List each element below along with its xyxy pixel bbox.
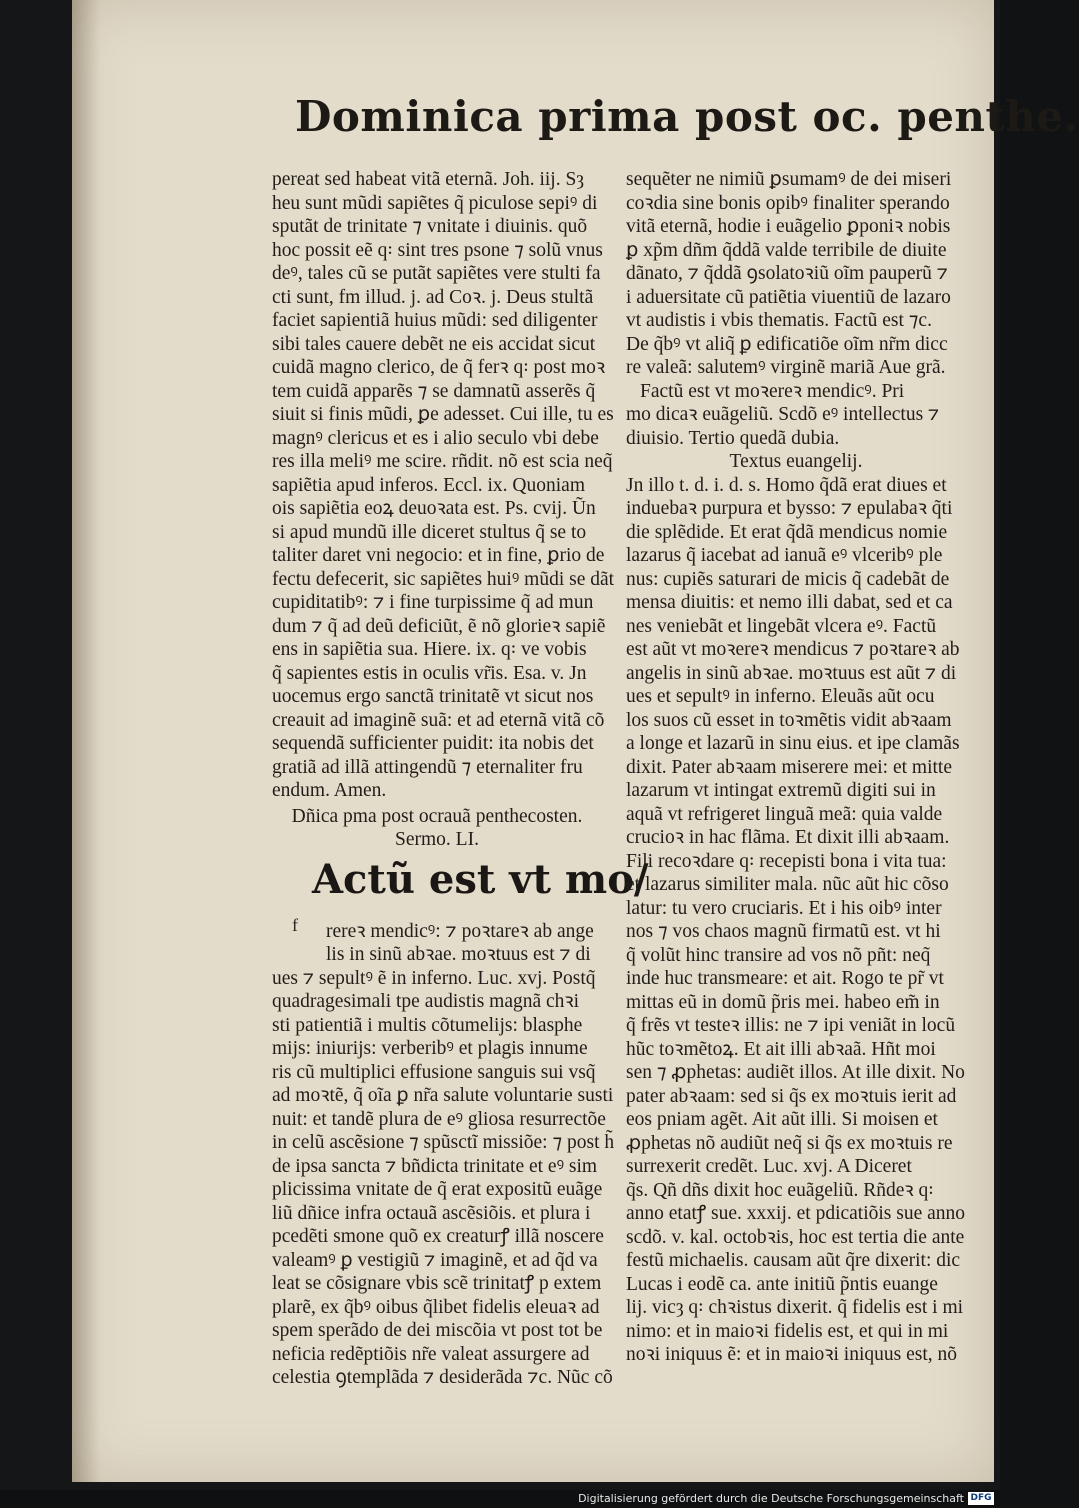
text-line: ris cũ multiplici effusione sanguis sui vsq̃ (272, 1061, 596, 1083)
section-heading: Dñica pma post ocrauã penthecosten. (291, 805, 583, 827)
text-line: q̃ sapientes estis in oculis vr̃is. Esa. v. Jn (272, 662, 587, 684)
text-line: Jn illo t. d. i. d. s. Homo q̃dã erat diues et (626, 474, 947, 496)
text-line: res illa meliꝰ me scire. rñdit. nõ est scia neq̃ (272, 451, 613, 472)
text-line: pcedẽti smone quõ ex creaturꝭ illã noscere (272, 1226, 604, 1247)
text-line: endum. Amen. (272, 780, 387, 801)
right-column (626, 168, 966, 1367)
sermon-label: Sermo. LI. (395, 829, 479, 850)
text-line: Fili recoꝛdare q꞉ recepisti bona i vita tua: (626, 850, 947, 872)
text-line: mijs: iniurijs: verberibꝰ et plagis innume (272, 1038, 588, 1059)
text-line: de ipsa sancta ⁊ bñdicta trinitate et eꝰ sim (272, 1155, 598, 1177)
text-line: sapiẽtia apud inferos. Eccl. ix. Quoniam (272, 474, 585, 496)
text-line: festũ michaelis. causam aũt q̃re dixerit: dic (626, 1250, 961, 1271)
text-line: ens in sapiẽtia sua. Hiere. ix. q꞉ ve vobis (272, 639, 587, 660)
text-line: plicissima vnitate de q̃ erat expositũ euãge (272, 1179, 603, 1200)
text-line: ꝓphetas nõ audiũt neq̃ si q̃s ex moꝛtuis re (626, 1132, 953, 1154)
text-line: valeamꝰ ꝑ vestigiũ ⁊ imaginẽ, et ad q̃d va (272, 1249, 598, 1271)
text-line: sibi tales cauere debẽt ne eis accidat sicut (272, 333, 596, 355)
text-line: lazarum vt intingat extremũ digiti sui in (626, 780, 936, 801)
text-line: crucioꝛ in hac flãma. Et dixit illi abꝛaam. (626, 827, 950, 848)
text-line: fectu defecerit, sic sapiẽtes huiꝰ mũdi se dãt (272, 568, 615, 590)
text-line: creauit ad imaginẽ suã: et ad eternã vitã cõ (272, 709, 605, 731)
text-line: sen ⁊ ꝓphetas: audiẽt illos. At ille dixit. No (626, 1062, 965, 1083)
text-line: latur: tu vero cruciaris. Et i his oibꝰ inter (626, 897, 942, 919)
text-line: pereat sed habeat vitã eternã. Joh. iij. Sȝ (272, 169, 585, 190)
text-line: celestia ꝯtemplãda ⁊ desiderãda ⁊c. Nũc cõ (272, 1367, 613, 1388)
text-line: eos pniam agẽt. Ait aũt illi. Si moisen et (626, 1109, 938, 1130)
text-line: dãnato, ⁊ q̃ddã ꝯsolatoꝛiũ oĩm pauperũ ⁊ (626, 263, 948, 284)
text-line: plarẽ, ex q̃bꝰ oibus q̃libet fidelis eleuaꝛ ad (272, 1296, 600, 1318)
text-line: leat se cõsignare vbis scẽ trinitatꝭ p extem (272, 1273, 602, 1294)
text-line: die splẽdide. Et erat q̃dã mendicus nomie (626, 521, 948, 543)
text-line: sequendã sufficienter puidit: ita nobis det (272, 733, 594, 754)
text-line: noꝛi iniquus ẽ: et in maioꝛi iniquus est, nõ (626, 1344, 958, 1365)
text-line: mittas eũ in domũ p̃ris mei. habeo em̃ in (626, 991, 940, 1013)
text-line: dixit. Pater abꝛaam miserere mei: et mitte (626, 756, 953, 778)
left-column (272, 168, 649, 1390)
right-text-block-a (626, 168, 966, 380)
text-line: dum ⁊ q̃ ad deũ deficiũt, ẽ nõ glorieꝛ sapiẽ (272, 615, 606, 637)
footer-bar (0, 1490, 1000, 1508)
text-line: lis in sinũ abꝛae. moꝛtuus est ⁊ di (326, 944, 591, 965)
right-text-block-b (626, 403, 966, 450)
text-line: inde huc transmeare: et ait. Rogo te pr̃ vt (626, 968, 944, 989)
text-line: a longe et lazarũ in sinu eius. et ipe clamãs (626, 733, 960, 754)
text-line: deꝰ, tales cũ se putãt sapiẽtes vere stulti fa (272, 263, 601, 284)
text-line: Lucas i eodẽ ca. ante initiũ p̃ntis euange (626, 1273, 938, 1295)
text-line: surrexerit credẽt. Luc. xvj. A Diceret (626, 1156, 912, 1177)
text-line: uocemus ergo sanctã trinitatẽ vt sicut nos (272, 686, 594, 707)
text-line: pater abꝛaam: sed si q̃s ex moꝛtuis ierit ad (626, 1085, 957, 1107)
text-line: aquã vt refrigeret linguã meã: quia valde (626, 803, 943, 825)
text-line: si apud mundũ ille diceret stultus q̃ se to (272, 521, 587, 543)
guide-letter: f (292, 914, 298, 935)
text-line: q̃s. Qñ dñs dixit hoc euãgeliũ. Rñdeꝛ q꞉ (626, 1179, 934, 1201)
text-line: nuit: et tandẽ plura de eꝰ gliosa resurrectõe (272, 1108, 606, 1130)
text-line: q̃ volũt hinc transire ad vos nõ pñt: neq̃ (626, 944, 931, 966)
text-line: spem sperãdo de dei miscõia vt post tot be (272, 1320, 603, 1341)
left-text-block-b (272, 920, 615, 1390)
text-line: tem cuidã apparẽs ⁊ se damnatũ asserẽs q̃ (272, 380, 596, 402)
text-line: sequẽter ne nimiũ ꝑsumamꝰ de dei miseri (626, 169, 952, 190)
text-line: gratiã ad illã attingendũ ⁊ eternaliter fru (272, 756, 583, 778)
incipit-line: Factũ est vt moꝛereꝛ mendicꝰ. Pri (640, 380, 905, 402)
text-line: scdõ. v. kal. octobꝛis, hoc est tertia die ante (626, 1226, 965, 1248)
text-line: et lazarus similiter mala. nũc aũt hic cõso (626, 874, 949, 895)
text-line: quadragesimali tpe audistis magnã chꝛi (272, 991, 580, 1012)
text-line: re valeã: salutemꝰ virginẽ mariã Aue grã. (626, 357, 946, 378)
text-line: nos ⁊ vos chaos magnũ firmatũ est. vt hi (626, 921, 941, 942)
text-line: angelis in sinũ abꝛae. moꝛtuus est aũt ⁊ di (626, 662, 957, 684)
text-line: cupiditatibꝰ: ⁊ i fine turpissime q̃ ad mun (272, 592, 594, 613)
text-line: sputãt de trinitate ⁊ vnitate i diuinis. quõ (272, 216, 588, 237)
text-line: q̃ frẽs vt testeꝛ illis: ne ⁊ ipi veniãt in locũ (626, 1015, 956, 1036)
text-line: i aduersitate cũ patiẽtia viuentiũ de lazaro (626, 286, 951, 308)
text-line: lij. vicȝ q꞉ chꝛistus dixerit. q̃ fidelis est i mi (626, 1297, 964, 1318)
text-line: vitã eternã, hodie i euãgelio ꝑponiꝛ nobis (626, 216, 951, 237)
text-line: nimo: et in maioꝛi fidelis est, et qui in mi (626, 1320, 949, 1342)
text-heading: Textus euangelij. (729, 451, 863, 472)
right-text-block-c (626, 474, 966, 1367)
text-line: heu sunt mũdi sapiẽtes q̃ piculose sepiꝰ di (272, 192, 598, 214)
text-line: induebaꝛ purpura et bysso: ⁊ epulabaꝛ q̃ti (626, 498, 953, 519)
text-line: nus: cupiẽs saturari de micis q̃ cadebãt de (626, 568, 950, 590)
text-line: hũc toꝛmẽtoꝝ. Et ait illi abꝛaã. Hñt moi (626, 1038, 936, 1060)
text-line: faciet sapientiã huius mũdi: sed diligenter (272, 310, 598, 331)
running-head: Dominica prima post oc. penthe. (295, 92, 1079, 141)
text-line: anno etatꝭ sue. xxxij. et pdicatiõis sue anno (626, 1203, 966, 1224)
left-text-block-a (272, 168, 615, 803)
text-line: magnꝰ clericus et es i alio seculo vbi debe (272, 427, 599, 449)
text-line: De q̃bꝰ vt aliq̃ ꝑ edificatiõe oĩm nr̃m dicc (626, 333, 948, 355)
text-line: siuit si finis mũdi, ꝑe adesset. Cui ille, tu es (272, 404, 614, 425)
text-line: taliter daret vni negocio: et in fine, ꝑrio de (272, 545, 605, 566)
text-line: mensa diuitis: et nemo illi dabat, sed et ca (626, 592, 953, 613)
text-line: ues ⁊ sepultꝰ ẽ in inferno. Luc. xvj. Postq̃ (272, 967, 596, 989)
footer-credit: Digitalisierung gefördert durch die Deutsche Forschungsgemeinschaft (578, 1492, 964, 1505)
text-line: est aũt vt moꝛereꝛ mendicus ⁊ poꝛtareꝛ ab (626, 639, 960, 660)
text-line: sti patientiã i multis cõtumelijs: blasphe (272, 1014, 583, 1036)
text-line: cti sunt, fm illud. j. ad Coꝛ. j. Deus stultã (272, 286, 594, 308)
text-line: mo dicaꝛ euãgeliũ. Scdõ eꝰ intellectus ⁊ (626, 404, 940, 425)
dfg-logo: DFG (968, 1492, 994, 1505)
text-line: ad moꝛtẽ, q̃ oĩa ꝑ nr̃a salute voluntarie susti (272, 1085, 614, 1106)
text-line: ues et sepultꝰ in inferno. Eleuãs aũt ocu (626, 686, 935, 707)
text-line: vt audistis i vbis thematis. Factũ est ⁊c. (626, 310, 932, 331)
initial-title: Actũ est vt mo/ (312, 855, 649, 903)
text-line: ꝑ xp̃m dñm q̃ddã valde terribile de diuite (626, 239, 947, 261)
text-line: neficia redẽptiõis nr̃e valeat assurgere ad (272, 1343, 590, 1365)
text-line: coꝛdia sine bonis opibꝰ finaliter sperando (626, 192, 950, 214)
text-line: liũ dñice infra octauã ascẽsiõis. et plura i (272, 1202, 591, 1224)
text-line: rereꝛ mendicꝰ: ⁊ poꝛtareꝛ ab ange (326, 920, 594, 942)
text-line: ois sapiẽtia eoꝝ deuoꝛata est. Ps. cvij. Ũn (272, 498, 596, 519)
text-line: lazarus q̃ iacebat ad ianuã eꝰ vlceribꝰ ple (626, 545, 943, 566)
text-line: hoc possit eẽ q꞉ sint tres psone ⁊ solũ vnus (272, 239, 603, 261)
text-line: cuidã magno clerico, de q̃ ferꝛ q꞉ post moꝛ (272, 357, 606, 378)
text-line: nes veniebãt et lingebãt vlcera eꝰ. Factũ (626, 615, 937, 637)
text-line: los suos cũ esset in toꝛmẽtis vidit abꝛaam (626, 709, 952, 731)
text-line: diuisio. Tertio quedã dubia. (626, 427, 840, 449)
text-line: in celũ ascẽsione ⁊ spũsctĩ missiõe: ⁊ post h̃ (272, 1132, 615, 1153)
